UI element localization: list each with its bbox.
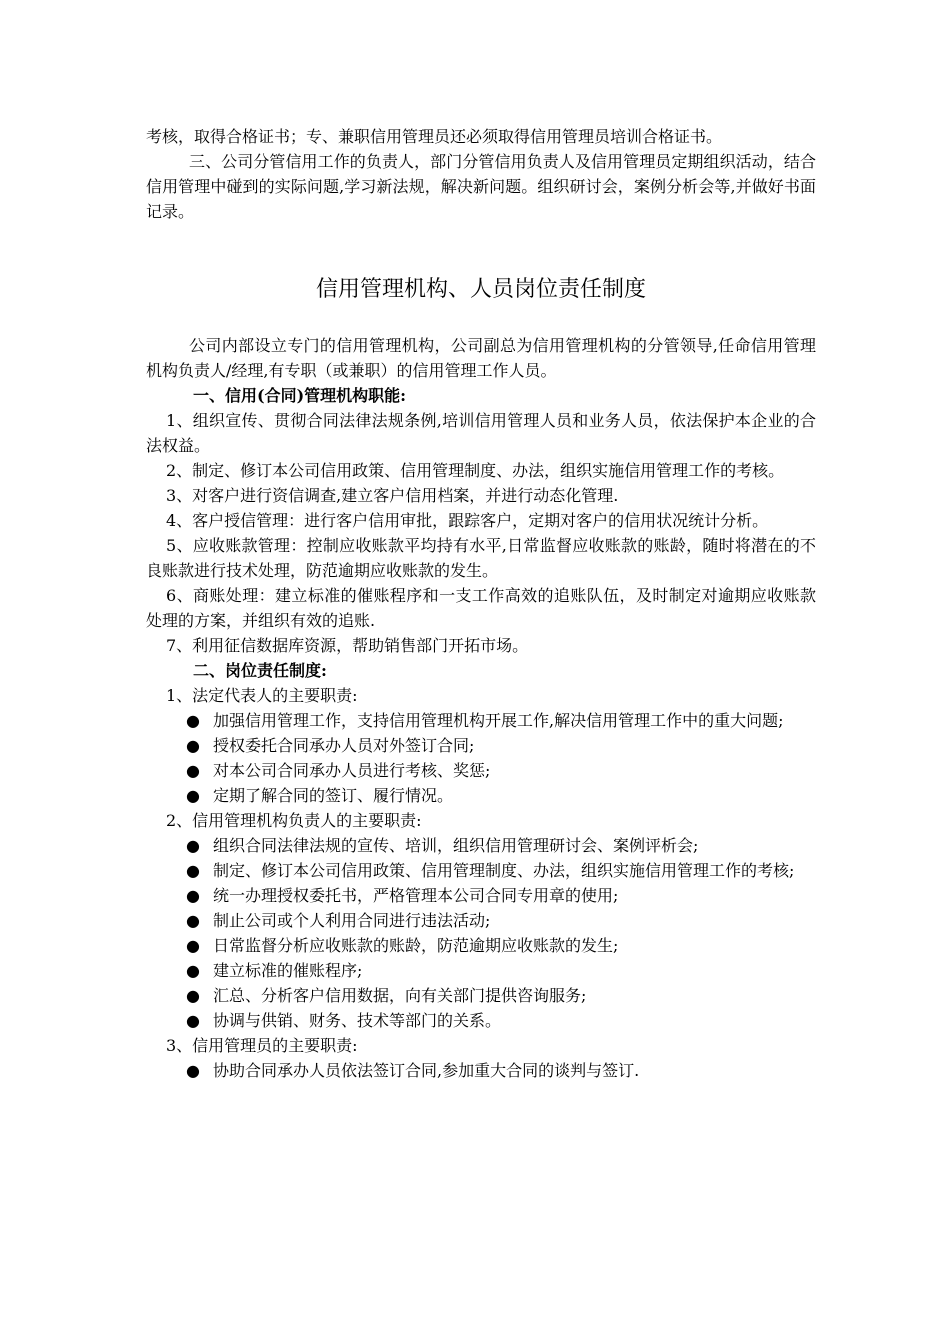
section1-item-5: 5、应收账款管理：控制应收账款平均持有水平,日常监督应收账款的账龄，随时将潜在的不良账款进行技术处理，防范逾期应收账款的发生。 xyxy=(146,536,816,580)
bullet-text: 制定、修订本公司信用政策、信用管理制度、办法，组织实施信用管理工作的考核; xyxy=(213,861,795,880)
bullet-icon: ● xyxy=(186,961,200,980)
bullet-icon: ● xyxy=(186,711,200,730)
role-1-bullet-1 xyxy=(146,708,816,733)
bullet-text: 加强信用管理工作，支持信用管理机构开展工作,解决信用管理工作中的重大问题; xyxy=(213,711,784,730)
role-1-bullet-4 xyxy=(146,783,816,808)
bullet-icon: ● xyxy=(186,886,200,905)
role-2-bullet-3 xyxy=(146,883,816,908)
role-1-bullet-3 xyxy=(146,758,816,783)
role-3-label: 3、信用管理员的主要职责: xyxy=(166,1036,358,1055)
section1-heading: 一、信用(合同)管理机构职能: xyxy=(193,386,407,405)
role-2-bullet-4 xyxy=(146,908,816,933)
role-2-label: 2、信用管理机构负责人的主要职责: xyxy=(166,811,422,830)
bullet-text: 统一办理授权委托书，严格管理本公司合同专用章的使用; xyxy=(213,886,619,905)
bullet-text: 组织合同法律法规的宣传、培训，组织信用管理研讨会、案例评析会; xyxy=(213,836,699,855)
bullet-icon: ● xyxy=(186,911,200,930)
bullet-text: 建立标准的催账程序; xyxy=(213,961,363,980)
bullet-text: 日常监督分析应收账款的账龄，防范逾期应收账款的发生; xyxy=(213,936,619,955)
section-title: 信用管理机构、人员岗位责任制度 xyxy=(315,277,646,302)
bullet-icon: ● xyxy=(186,936,200,955)
section1-item-6: 6、商账处理：建立标准的催账程序和一支工作高效的追账队伍，及时制定对逾期应收账款处理的方案，并组织有效的追账. xyxy=(146,586,816,630)
bullet-icon: ● xyxy=(186,1011,200,1030)
bullet-text: 对本公司合同承办人员进行考核、奖惩; xyxy=(213,761,491,780)
document-body xyxy=(146,124,816,1083)
role-2-bullet-6 xyxy=(146,958,816,983)
bullet-icon: ● xyxy=(186,736,200,755)
section1-item-7: 7、利用征信数据库资源，帮助销售部门开拓市场。 xyxy=(166,636,529,655)
intro-paragraph: 公司内部设立专门的信用管理机构，公司副总为信用管理机构的分管领导,任命信用管理机构负责人/经理,有专职（或兼职）的信用管理工作人员。 xyxy=(146,336,816,380)
role-2-bullet-5 xyxy=(146,933,816,958)
continued-paragraph: 考核，取得合格证书；专、兼职信用管理员还必须取得信用管理员培训合格证书。 xyxy=(146,127,723,146)
section1-item-4: 4、客户授信管理：进行客户信用审批，跟踪客户，定期对客户的信用状况统计分析。 xyxy=(166,511,769,530)
bullet-text: 汇总、分析客户信用数据，向有关部门提供咨询服务; xyxy=(213,986,587,1005)
role-1-label: 1、法定代表人的主要职责: xyxy=(166,686,358,705)
role-1-bullet-2 xyxy=(146,733,816,758)
paragraph-three: 三、公司分管信用工作的负责人，部门分管信用负责人及信用管理员定期组织活动，结合信用管理中碰到的实际问题,学习新法规，解决新问题。组织研讨会，案例分析会等,并做好书面记录。 xyxy=(146,152,816,221)
section1-item-2: 2、制定、修订本公司信用政策、信用管理制度、办法，组织实施信用管理工作的考核。 xyxy=(166,461,785,480)
bullet-icon: ● xyxy=(186,1061,200,1080)
role-2-bullet-2 xyxy=(146,858,816,883)
bullet-text: 协调与供销、财务、技术等部门的关系。 xyxy=(213,1011,502,1030)
bullet-icon: ● xyxy=(186,861,200,880)
bullet-text: 定期了解合同的签订、履行情况。 xyxy=(213,786,454,805)
role-3-bullet-1 xyxy=(146,1058,816,1083)
role-2-bullet-8 xyxy=(146,1008,816,1033)
bullet-icon: ● xyxy=(186,761,200,780)
section1-item-3: 3、对客户进行资信调查,建立客户信用档案，并进行动态化管理. xyxy=(166,486,619,505)
bullet-icon: ● xyxy=(186,986,200,1005)
bullet-icon: ● xyxy=(186,786,200,805)
bullet-text: 协助合同承办人员依法签订合同,参加重大合同的谈判与签订. xyxy=(213,1061,640,1080)
role-2-bullet-7 xyxy=(146,983,816,1008)
section1-item-1: 1、组织宣传、贯彻合同法律法规条例,培训信用管理人员和业务人员，依法保护本企业的合法权益。 xyxy=(146,411,816,455)
bullet-text: 制止公司或个人利用合同进行违法活动; xyxy=(213,911,491,930)
bullet-icon: ● xyxy=(186,836,200,855)
bullet-text: 授权委托合同承办人员对外签订合同; xyxy=(213,736,475,755)
role-2-bullet-1 xyxy=(146,833,816,858)
section2-heading: 二、岗位责任制度: xyxy=(193,661,327,680)
